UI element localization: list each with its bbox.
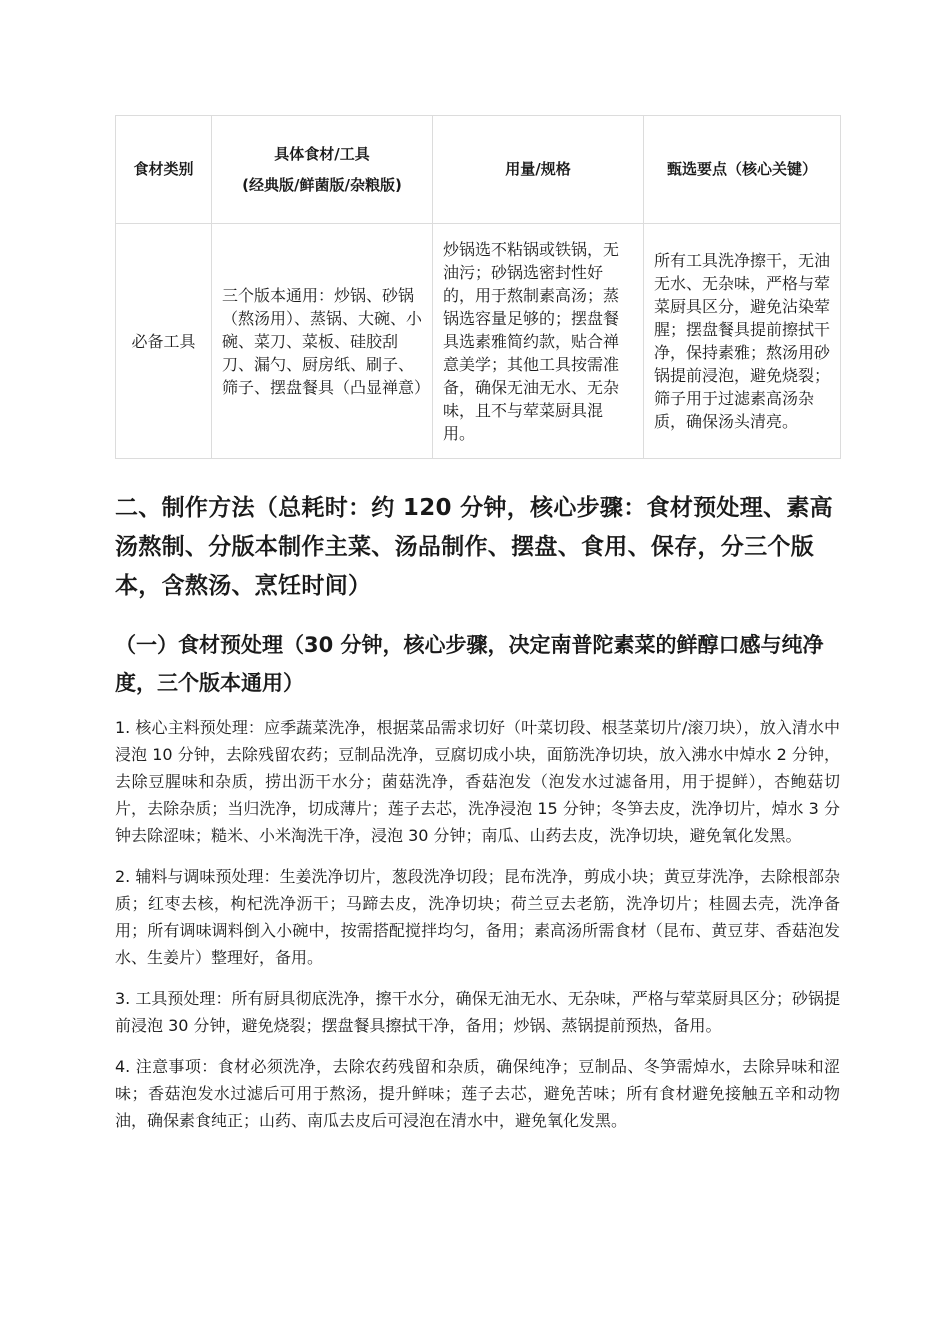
section-heading: 二、制作方法（总耗时：约 120 分钟，核心步骤：食材预处理、素高汤熬制、分版本制作主菜、汤品制作、摆盘、食用、保存，分三个版本，含熬汤、烹饪时间） xyxy=(115,495,833,599)
header-tips: 甄选要点（核心关键） xyxy=(644,116,841,224)
subsection-heading: （一）食材预处理（30 分钟，核心步骤，决定南普陀素菜的鲜醇口感与纯净度，三个版本通用） xyxy=(115,633,824,695)
cell-tips: 所有工具洗净擦干，无油无水、无杂味，严格与荤菜厨具区分，避免沾染荤腥；摆盘餐具提前擦拭干净，保持素雅；熬汤用砂锅提前浸泡，避免烧裂；筛子用于过滤素高汤杂质，确保汤头清亮。 xyxy=(644,224,841,459)
header-amount: 用量/规格 xyxy=(433,116,644,224)
header-category: 食材类别 xyxy=(116,116,212,224)
cell-amount: 炒锅选不粘锅或铁锅，无油污；砂锅选密封性好的，用于熬制素高汤；蒸锅选容量足够的；摆盘餐具选素雅简约款，贴合禅意美学；其他工具按需准备，确保无油无水、无杂味，且不与荤菜厨具混用。 xyxy=(433,224,644,459)
step-paragraph: 1. 核心主料预处理：应季蔬菜洗净，根据菜品需求切好（叶菜切段、根茎菜切片/滚刀块），放入清水中浸泡 10 分钟，去除残留农药；豆制品洗净，豆腐切成小块，面筋洗净切块，放入沸水中焯水 2 分钟，去除豆腥味和杂质，捞出沥干水分；菌菇洗净，香菇泡发（泡发水过滤备用，用于提鲜），杏鲍菇切片，去除杂质；当归洗净，切成薄片；莲子去芯，洗净浸泡 15 分钟；冬笋去皮，洗净切片，焯水 3 分钟去除涩味；糙米、小米淘洗干净，浸泡 30 分钟；南瓜、山药去皮，洗净切块，避免氧化发黑。 xyxy=(115,718,840,845)
header-items-line1: 具体食材/工具 xyxy=(274,144,370,163)
cell-items: 三个版本通用：炒锅、砂锅（熬汤用）、蒸锅、大碗、小碗、菜刀、菜板、硅胶刮刀、漏勺、厨房纸、刷子、筛子、摆盘餐具（凸显禅意） xyxy=(212,224,433,459)
header-items-line2: (经典版/鲜菌版/杂粮版) xyxy=(242,175,402,194)
step-paragraph: 2. 辅料与调味预处理：生姜洗净切片，葱段洗净切段；昆布洗净，剪成小块；黄豆芽洗净，去除根部杂质；红枣去核，枸杞洗净沥干；马蹄去皮，洗净切块；荷兰豆去老筋，洗净切片；桂圆去壳，洗净备用；所有调味调料倒入小碗中，按需搭配搅拌均匀，备用；素高汤所需食材（昆布、黄豆芽、香菇泡发水、生姜片）整理好，备用。 xyxy=(115,867,840,967)
step-paragraph: 4. 注意事项：食材必须洗净，去除农药残留和杂质，确保纯净；豆制品、冬笋需焯水，去除异味和涩味；香菇泡发水过滤后可用于熬汤，提升鲜味；莲子去芯，避免苦味；所有食材避免接触五辛和动物油，确保素食纯正；山药、南瓜去皮后可浸泡在清水中，避免氧化发黑。 xyxy=(115,1057,840,1130)
document-page xyxy=(115,115,840,1134)
tools-table xyxy=(115,115,841,459)
table-header-row xyxy=(116,116,841,224)
table-row xyxy=(116,224,841,459)
cell-category: 必备工具 xyxy=(116,224,212,459)
step-paragraph: 3. 工具预处理：所有厨具彻底洗净，擦干水分，确保无油无水、无杂味，严格与荤菜厨具区分；砂锅提前浸泡 30 分钟，避免烧裂；摆盘餐具擦拭干净，备用；炒锅、蒸锅提前预热，备用。 xyxy=(115,989,840,1035)
header-items xyxy=(212,116,433,224)
